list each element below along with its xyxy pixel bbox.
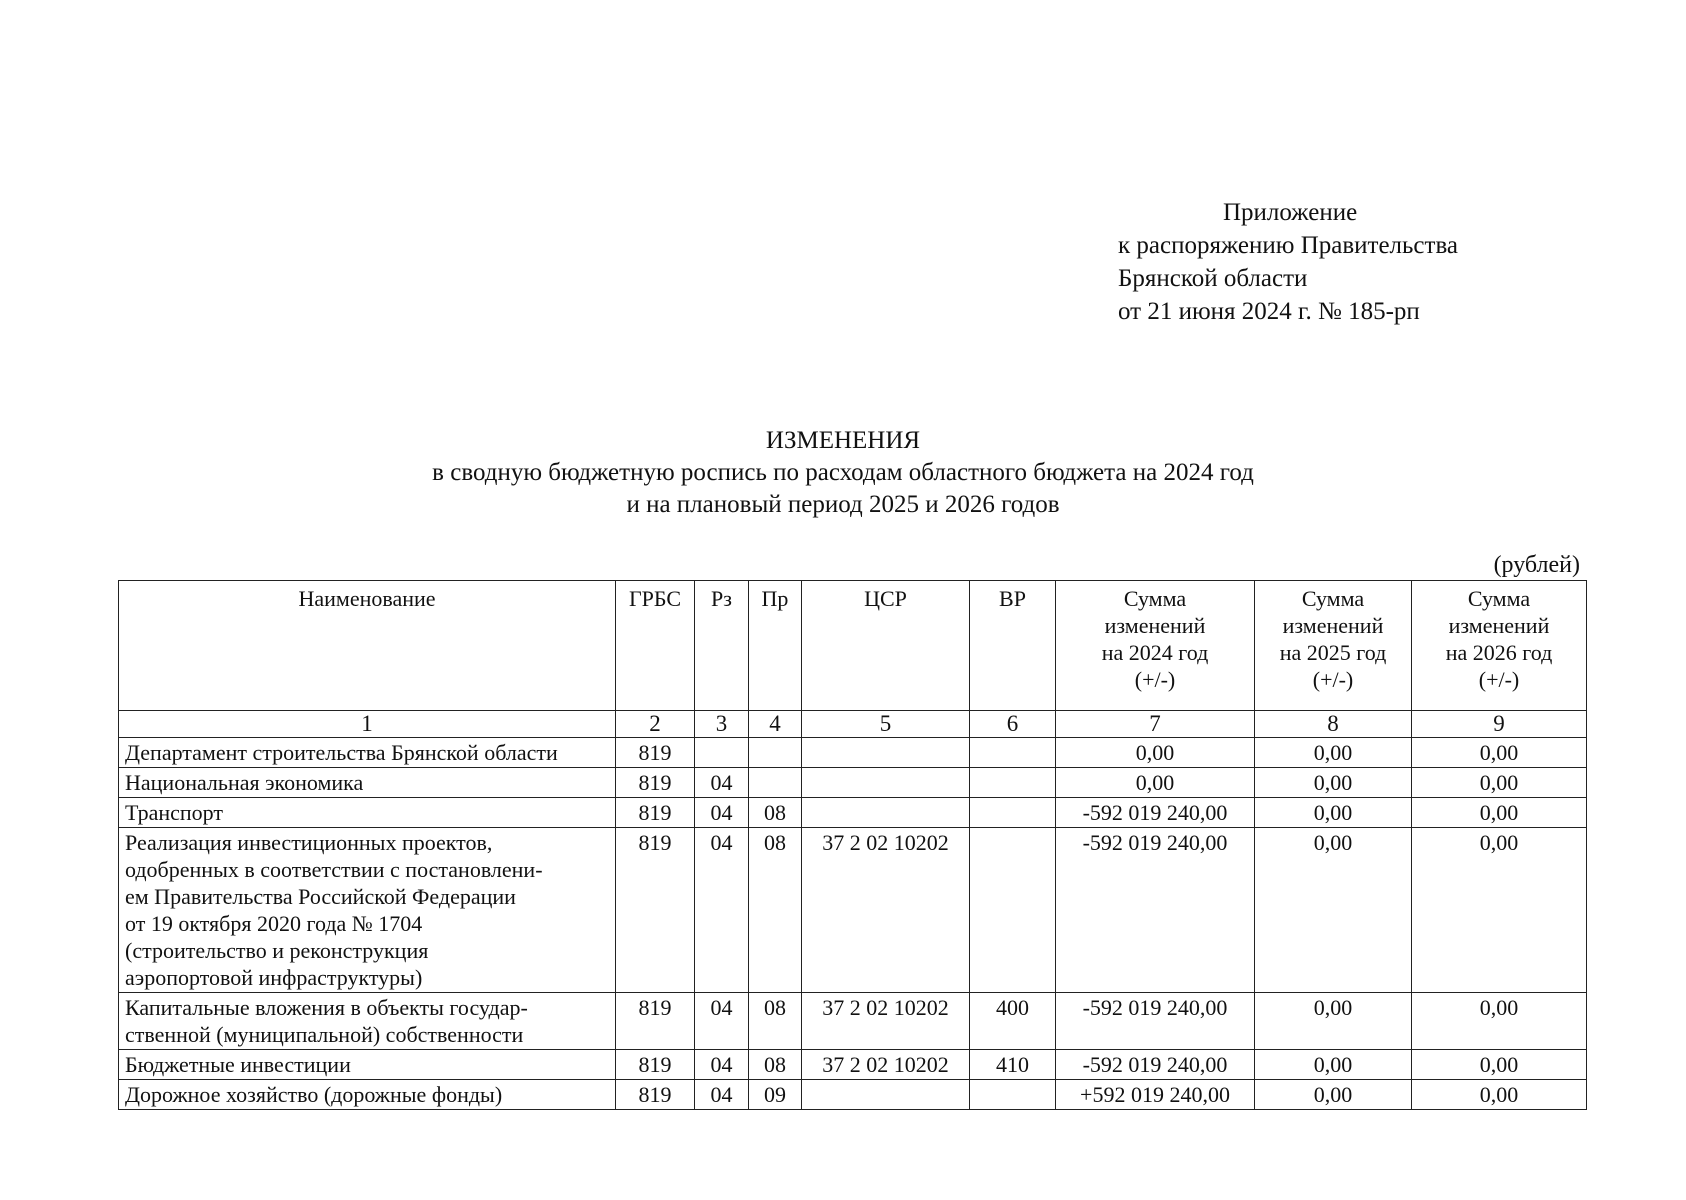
table-cell: 0,00 <box>1412 1080 1587 1110</box>
table-cell <box>970 798 1056 828</box>
column-number: 2 <box>616 711 695 738</box>
row-name-cell: Департамент строительства Брянской области <box>119 738 616 768</box>
table-cell <box>802 768 970 798</box>
table-cell: 0,00 <box>1056 768 1255 798</box>
table-row <box>119 768 1587 798</box>
table-cell: 04 <box>695 1080 749 1110</box>
column-number: 7 <box>1056 711 1255 738</box>
title-heading: ИЗМЕНЕНИЯ <box>765 427 921 454</box>
table-cell: 04 <box>695 768 749 798</box>
table-cell: 819 <box>616 993 695 1050</box>
column-header: ВР <box>970 581 1056 711</box>
column-header: Наименование <box>119 581 616 711</box>
column-number: 9 <box>1412 711 1587 738</box>
column-header: Рз <box>695 581 749 711</box>
table-row <box>119 993 1587 1050</box>
table-cell: 37 2 02 10202 <box>802 993 970 1050</box>
table-cell: +592 019 240,00 <box>1056 1080 1255 1110</box>
table-cell: 400 <box>970 993 1056 1050</box>
table-cell: 04 <box>695 828 749 993</box>
table-cell <box>970 768 1056 798</box>
column-number: 8 <box>1255 711 1412 738</box>
table-cell: 819 <box>616 768 695 798</box>
table-header-row <box>119 581 1587 711</box>
column-number: 1 <box>119 711 616 738</box>
appendix-line: от 21 июня 2024 г. № 185-рп <box>1118 298 1420 325</box>
row-name-cell: Национальная экономика <box>119 768 616 798</box>
table-row <box>119 798 1587 828</box>
appendix-line: к распоряжению Правительства <box>1118 232 1459 259</box>
table-cell <box>802 738 970 768</box>
table-cell: -592 019 240,00 <box>1056 1050 1255 1080</box>
column-header: Сумма изменений на 2026 год (+/-) <box>1412 581 1587 711</box>
table-cell: 819 <box>616 828 695 993</box>
table-cell: -592 019 240,00 <box>1056 828 1255 993</box>
appendix-block <box>1118 196 1458 328</box>
table-cell: 819 <box>616 1080 695 1110</box>
table-cell: 0,00 <box>1255 1050 1412 1080</box>
table-row <box>119 1080 1587 1110</box>
table-cell: 09 <box>749 1080 802 1110</box>
appendix-line: Брянской области <box>1118 265 1308 292</box>
table-cell: 0,00 <box>1412 738 1587 768</box>
column-number-row <box>119 711 1587 738</box>
appendix-line: Приложение <box>1223 199 1358 226</box>
table-cell: 0,00 <box>1412 768 1587 798</box>
table-cell: 0,00 <box>1255 738 1412 768</box>
table-cell: -592 019 240,00 <box>1056 993 1255 1050</box>
budget-changes-table <box>118 580 1587 1110</box>
table-cell: 04 <box>695 993 749 1050</box>
table-cell <box>749 768 802 798</box>
column-header: ЦСР <box>802 581 970 711</box>
units-label: (рублей) <box>1493 552 1580 578</box>
table-cell: 819 <box>616 798 695 828</box>
table-cell: 0,00 <box>1412 993 1587 1050</box>
table-cell: 0,00 <box>1255 993 1412 1050</box>
column-header: Сумма изменений на 2025 год (+/-) <box>1255 581 1412 711</box>
table-cell <box>802 798 970 828</box>
column-header: ГРБС <box>616 581 695 711</box>
table-cell: 08 <box>749 1050 802 1080</box>
table-cell: 410 <box>970 1050 1056 1080</box>
table-cell: 04 <box>695 798 749 828</box>
column-number: 6 <box>970 711 1056 738</box>
table-row <box>119 738 1587 768</box>
table-cell: 819 <box>616 738 695 768</box>
column-number: 5 <box>802 711 970 738</box>
table-cell: 08 <box>749 828 802 993</box>
row-name-cell: Бюджетные инвестиции <box>119 1050 616 1080</box>
table-cell <box>970 1080 1056 1110</box>
table-cell: 0,00 <box>1255 828 1412 993</box>
table-cell: 08 <box>749 993 802 1050</box>
table-cell: 08 <box>749 798 802 828</box>
table-cell: -592 019 240,00 <box>1056 798 1255 828</box>
table-cell: 0,00 <box>1255 768 1412 798</box>
column-number: 4 <box>749 711 802 738</box>
column-header: Пр <box>749 581 802 711</box>
table-cell: 0,00 <box>1056 738 1255 768</box>
table-row <box>119 1050 1587 1080</box>
row-name-cell: Дорожное хозяйство (дорожные фонды) <box>119 1080 616 1110</box>
table-row <box>119 828 1587 993</box>
table-cell <box>970 828 1056 993</box>
title-line: и на плановый период 2025 и 2026 годов <box>626 491 1060 518</box>
title-line: в сводную бюджетную роспись по расходам областного бюджета на 2024 год <box>432 459 1254 486</box>
table-cell: 0,00 <box>1255 798 1412 828</box>
row-name-cell: Реализация инвестиционных проектов, одобренных в соответствии с постановлени- ем Правительства Российской Федерации от 19 октября 2020 года № 1704 (строительство и реконструкция аэропортовой инфраструктуры) <box>119 828 616 993</box>
table-cell: 819 <box>616 1050 695 1080</box>
table-cell <box>802 1080 970 1110</box>
document-title <box>0 425 1686 521</box>
table-cell: 0,00 <box>1412 828 1587 993</box>
table-cell: 04 <box>695 1050 749 1080</box>
column-header: Сумма изменений на 2024 год (+/-) <box>1056 581 1255 711</box>
table-cell <box>749 738 802 768</box>
row-name-cell: Транспорт <box>119 798 616 828</box>
table-cell: 37 2 02 10202 <box>802 1050 970 1080</box>
table-cell: 0,00 <box>1412 1050 1587 1080</box>
table-cell: 0,00 <box>1412 798 1587 828</box>
column-number: 3 <box>695 711 749 738</box>
table-cell <box>970 738 1056 768</box>
table-cell <box>695 738 749 768</box>
table-cell: 37 2 02 10202 <box>802 828 970 993</box>
row-name-cell: Капитальные вложения в объекты государ- ственной (муниципальной) собственности <box>119 993 616 1050</box>
table-cell: 0,00 <box>1255 1080 1412 1110</box>
